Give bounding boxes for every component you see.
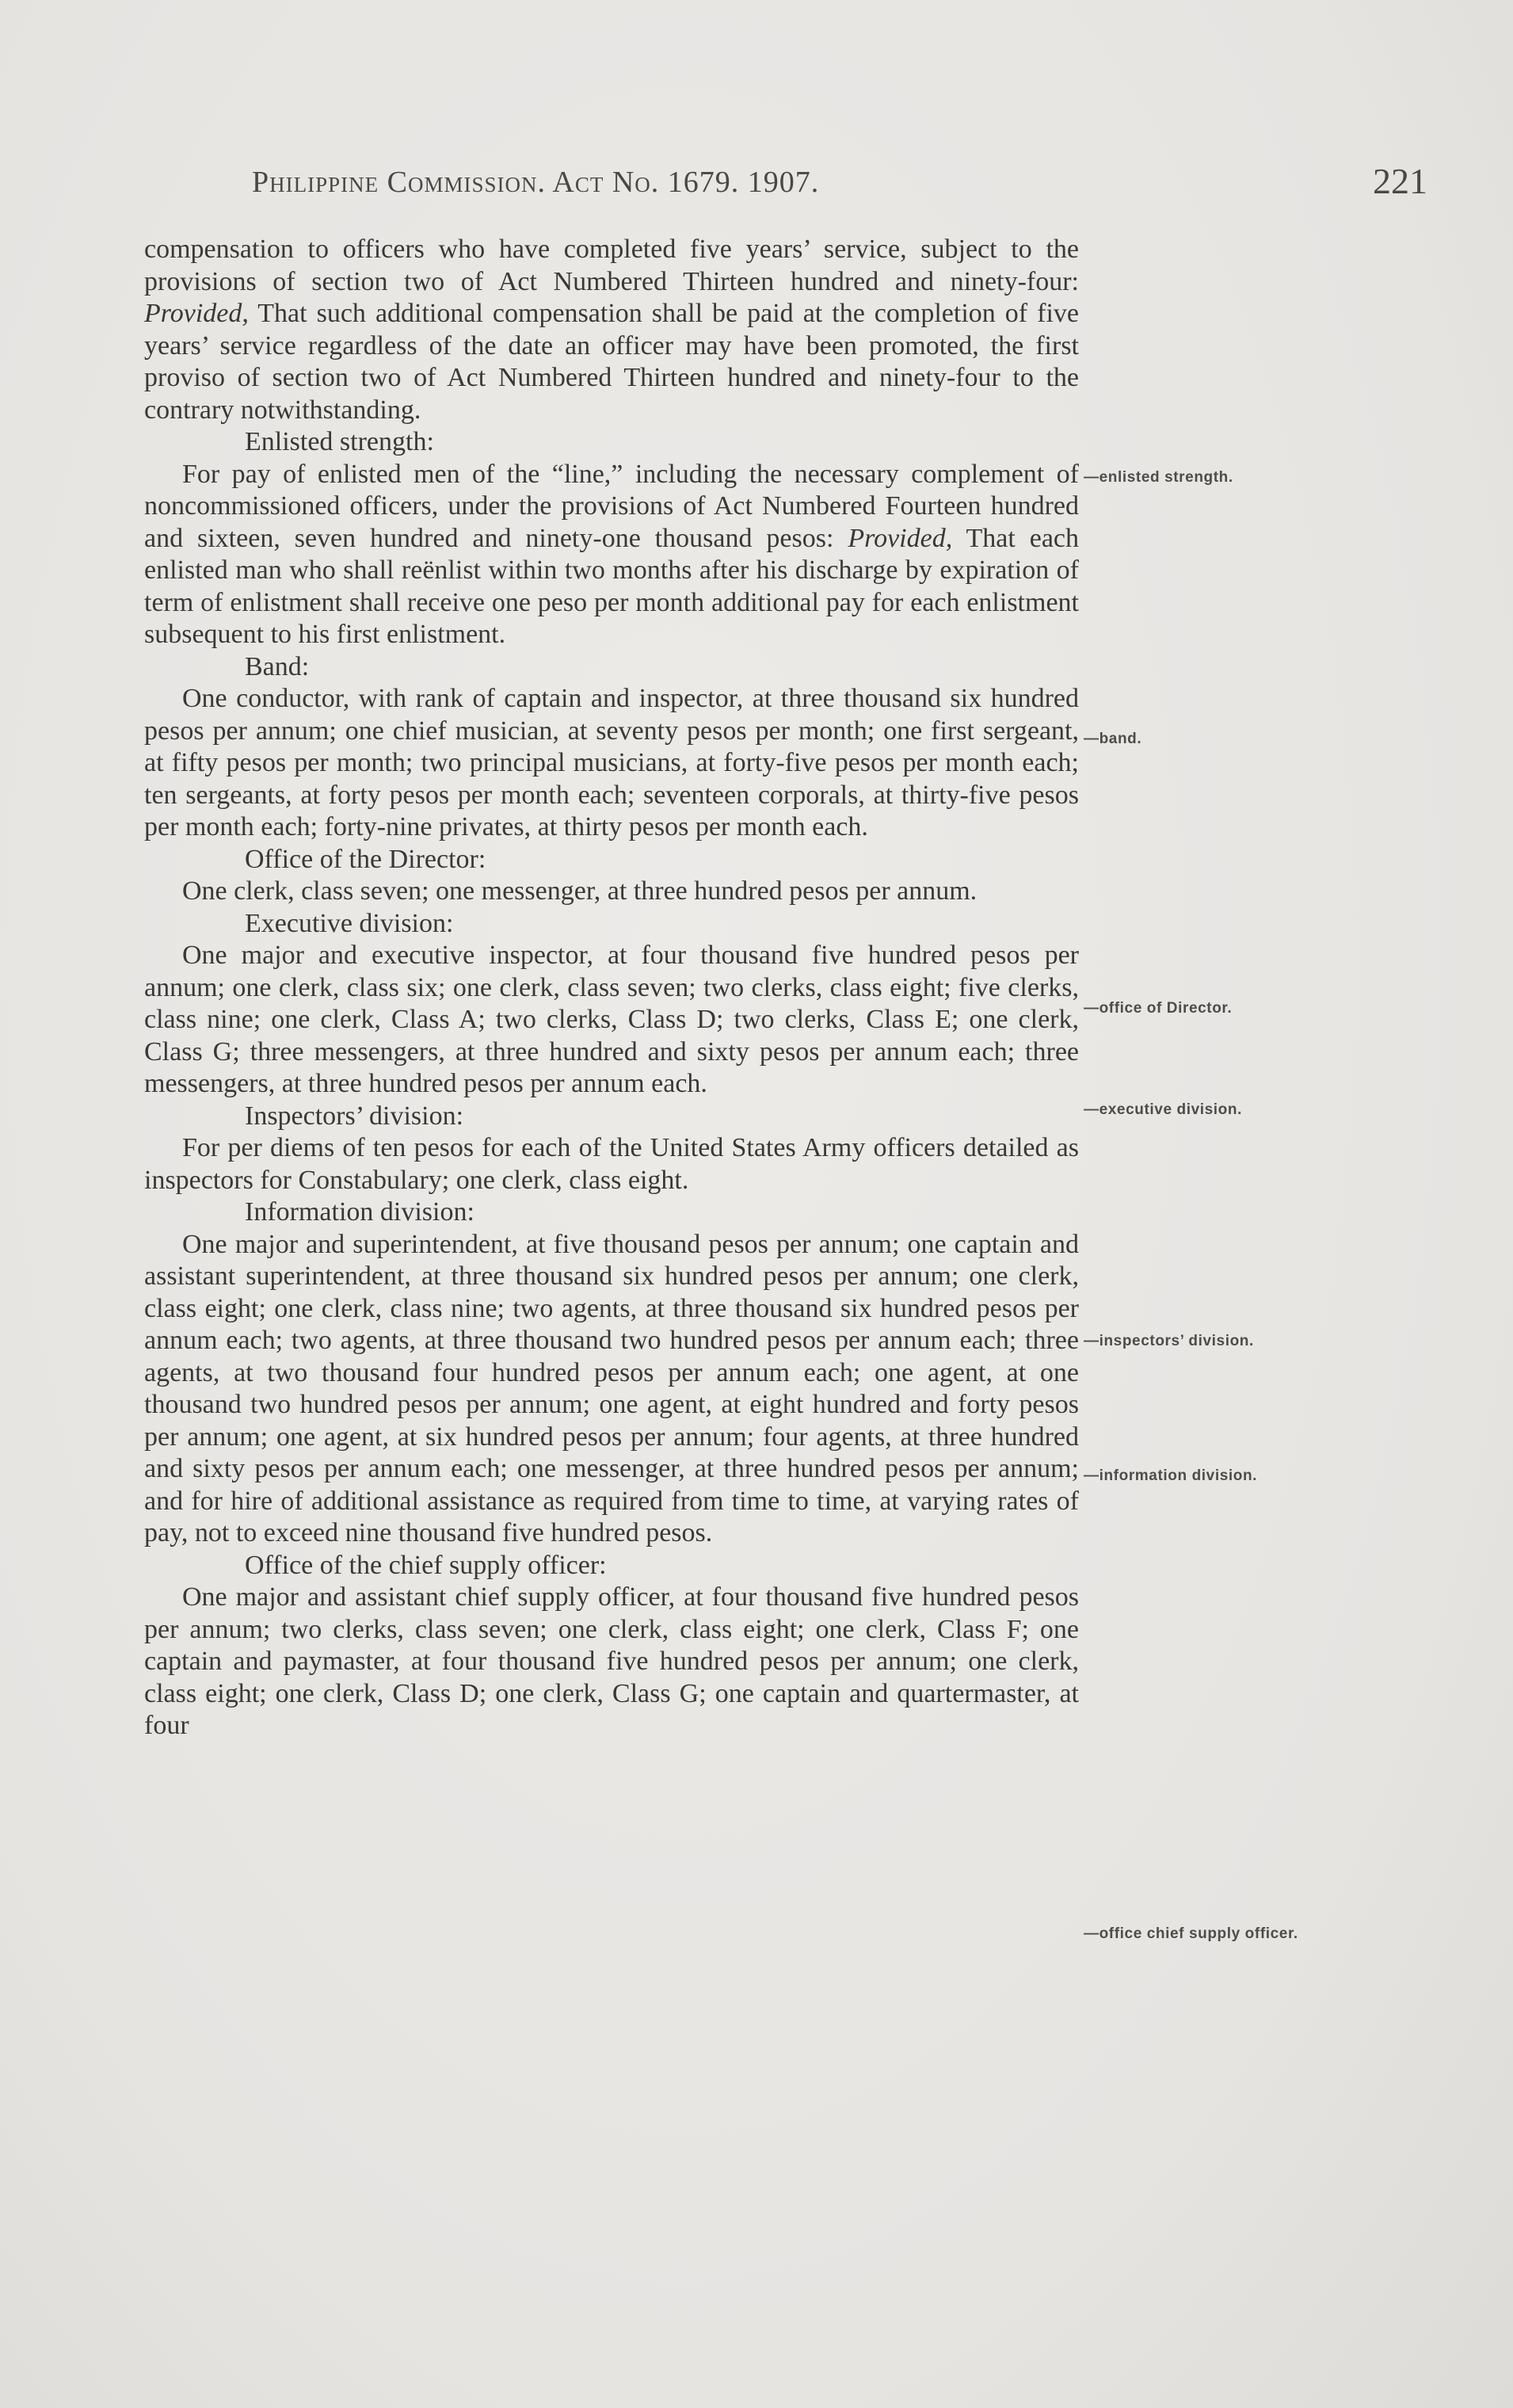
paragraph-text: That each enlisted man who shall reënlist within two months after his discharge by expiration of term of enlistment shall receive one peso per month additional pay for each enlistment subsequent to his first enlistment. — [144, 523, 1080, 649]
margin-note-band: —band. — [1084, 731, 1142, 747]
heading-chief-supply-officer: Office of the chief supply officer: — [245, 1550, 607, 1580]
running-head: Philippine Commission. Act No. 1679. 1907. — [252, 166, 820, 199]
margin-note-enlisted-strength: —enlisted strength. — [1084, 469, 1233, 486]
paragraph-text: That such additional compensation shall be paid at the completion of five years’ service regardless of the date an officer may have been promoted, the first proviso of section two of Act Numbered Thirteen hundred and ninety-four to the contrary notwithstanding. — [144, 299, 1079, 425]
margin-note-office-of-director: —office of Director. — [1084, 1000, 1233, 1017]
margin-note-information-division: —information division. — [1084, 1467, 1258, 1484]
paragraph-band: One conductor, with rank of captain and inspector, at three thousand six hundred pesos per annum; one chief musician, at seventy pesos per month; one first sergeant, at fifty pesos per month; two principal musicians, at forty-five pesos per month each; ten sergeants, at forty pesos per month each; seventeen corporals, at thirty-five pesos per month each; forty-nine privates, at thirty pesos per month each. — [144, 684, 1079, 841]
heading-executive-division: Executive division: — [245, 908, 454, 938]
heading-information-division: Information division: — [245, 1197, 474, 1227]
margin-note-executive-division: —executive division. — [1084, 1101, 1242, 1118]
paragraph-text: compensation to officers who have completed five years’ service, subject to the provisions of section two of Act Numbered Thirteen hundred and ninety-four: — [144, 235, 1079, 296]
body-text — [144, 234, 1079, 1742]
italic-proviso: Provided, — [848, 523, 953, 553]
paragraph-enlisted-strength — [144, 459, 1079, 651]
heading-office-of-director: Office of the Director: — [245, 844, 486, 874]
heading-band: Band: — [245, 651, 310, 681]
heading-enlisted-strength: Enlisted strength: — [245, 427, 434, 456]
margin-note-chief-supply-officer: —office chief supply officer. — [1084, 1925, 1298, 1942]
italic-proviso: Provided, — [144, 299, 249, 328]
paragraph-office-of-director: One clerk, class seven; one messenger, at three hundred pesos per annum. — [182, 876, 978, 906]
paragraph-inspectors-division: For per diems of ten pesos for each of the United States Army officers detailed as inspectors for Constabulary; one clerk, class eight. — [144, 1133, 1079, 1195]
heading-inspectors-division: Inspectors’ division: — [245, 1101, 464, 1131]
paragraph-text: For pay of enlisted men of the “line,” including the necessary complement of noncommissioned officers, under the provisions of Act Numbered Fourteen hundred and sixteen, seven hundred and ninety-one thousand pesos: — [144, 459, 1079, 553]
page-number: 221 — [1373, 161, 1427, 201]
paragraph-information-division: One major and superintendent, at five thousand pesos per annum; one captain and assistant superintendent, at three thousand six hundred pesos per annum; one clerk, class eight; one clerk, class nine; two agents, at three thousand six hundred pesos per annum each; two agents, at three thousand two hundred pesos per annum each; three agents, at two thousand four hundred pesos per annum each; one agent, at one thousand two hundred pesos per annum; one agent, at eight hundred and forty pesos per annum; one agent, at six hundred pesos per annum; four agents, at three hundred and sixty pesos per annum each; one messenger, at three hundred pesos per annum; and for hire of additional assistance as required from time to time, at varying rates of pay, not to exceed nine thousand five hundred pesos. — [144, 1229, 1079, 1547]
paragraph-compensation — [144, 234, 1079, 426]
paragraph-chief-supply-officer: One major and assistant chief supply officer, at four thousand five hundred pesos per annum; two clerks, class seven; one clerk, class eight; one clerk, Class F; one captain and paymaster, at four thousand five hundred pesos per annum; one clerk, class eight; one clerk, Class D; one clerk, Class G; one captain and quartermaster, at four — [144, 1582, 1079, 1740]
paragraph-executive-division: One major and executive inspector, at four thousand five hundred pesos per annum; one clerk, class six; one clerk, class seven; two clerks, class eight; five clerks, class nine; one clerk, Class A; two clerks, Class D; two clerks, Class E; one clerk, Class G; three messengers, at three hundred and sixty pesos per annum each; three messengers, at three hundred pesos per annum each. — [144, 941, 1079, 1098]
margin-note-inspectors-division: —inspectors’ division. — [1084, 1333, 1254, 1349]
